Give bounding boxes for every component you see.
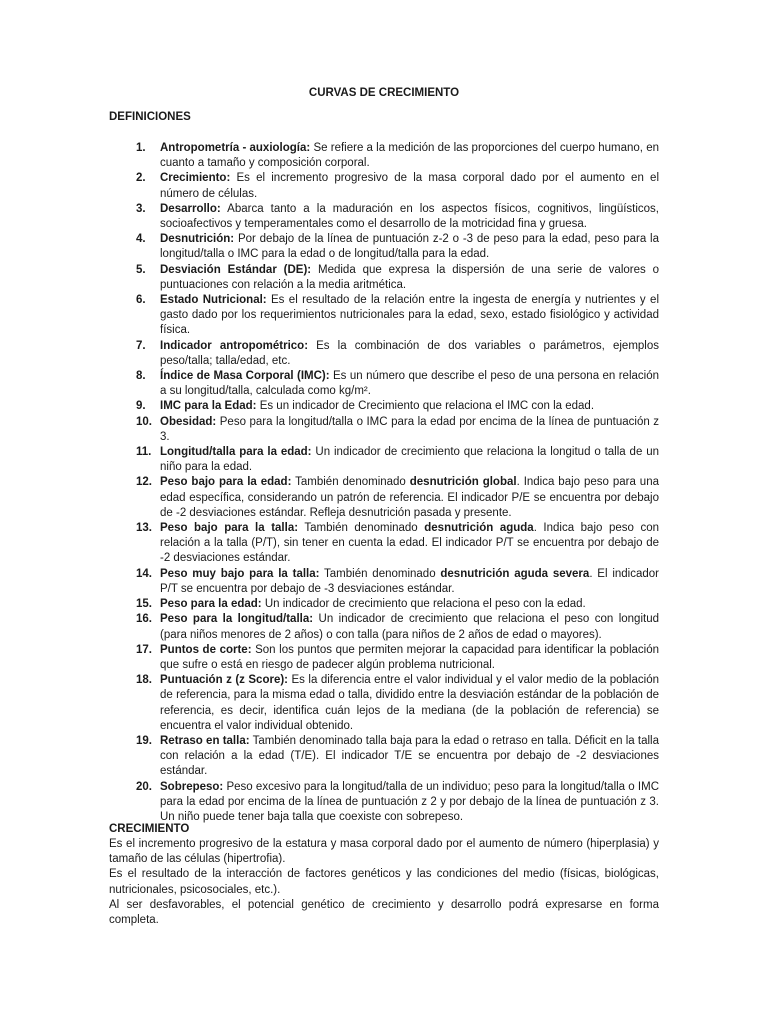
definition-text: Peso excesivo para la longitud/talla de un individuo; peso para la longitud/talla o IMC para la edad por encima de la línea de puntuación z 2 y por debajo de la línea de puntuación z 3. Un niño puede tener baja talla que coexiste con sobrepeso.	[160, 780, 659, 823]
definition-text: Por debajo de la línea de puntuación z-2 o -3 de peso para la edad, peso para la longitud/talla o IMC para la edad o de longitud/talla para la edad.	[160, 233, 659, 261]
definition-term: Indicador antropométrico:	[160, 339, 309, 352]
definition-text: Un indicador de crecimiento que relaciona el peso con longitud (para niños menores de 2 años) o con talla (para niños de 2 años de edad o mayores).	[160, 613, 659, 641]
definition-term: Estado Nutricional:	[160, 294, 267, 307]
item-number: 6.	[136, 294, 146, 307]
definition-item	[109, 232, 659, 262]
crecimiento-heading: CRECIMIENTO	[109, 823, 190, 835]
definition-term: Peso bajo para la talla:	[160, 522, 299, 535]
definition-text: Abarca tanto a la maduración en los aspectos físicos, cognitivos, lingüísticos, socioafectivos y temperamentales como el desarrollo de la motricidad fina y gruesa.	[160, 202, 659, 231]
definition-text: Es un indicador de Crecimiento que relaciona el IMC con la edad.	[256, 400, 595, 413]
definition-term: Desnutrición:	[160, 233, 235, 246]
definition-emphasis: desnutrición aguda severa	[440, 567, 590, 580]
definition-text: También denominado	[298, 522, 425, 535]
definition-term: Desviación Estándar (DE):	[160, 263, 312, 276]
definition-text: Es el resultado de la relación entre la ingesta de energía y nutrientes y el gasto dado por los requerimientos nutricionales para la edad, sexo, estado fisiológico y actividad física.	[160, 294, 659, 337]
definition-item	[109, 171, 659, 201]
definition-text: Se refiere a la medición de las proporciones del cuerpo humano, en cuanto a tamaño y composición corporal.	[160, 142, 659, 170]
definition-term: Antropometría - auxiología:	[160, 142, 311, 154]
definition-text: También denominado	[319, 567, 441, 580]
definition-term: Sobrepeso:	[160, 780, 224, 793]
definition-item	[109, 567, 659, 597]
definition-item	[109, 780, 659, 826]
definition-item	[109, 643, 659, 673]
definition-item	[109, 399, 659, 414]
item-number: 9.	[136, 400, 146, 413]
crecimiento-paragraph: Al ser desfavorables, el potencial genético de crecimiento y desarrollo podrá expresarse en forma completa.	[109, 898, 659, 927]
item-number: 19.	[136, 734, 152, 747]
item-number: 20.	[136, 780, 152, 793]
definition-emphasis: desnutrición global	[409, 476, 517, 489]
definition-item	[109, 445, 659, 475]
definition-text: Es la combinación de dos variables o parámetros, ejemplos peso/talla; talla/edad, etc.	[160, 339, 659, 367]
definition-item	[109, 202, 659, 232]
item-number: 17.	[136, 643, 152, 656]
definition-term: IMC para la Edad:	[160, 400, 257, 413]
item-number: 16.	[136, 613, 152, 626]
definition-item	[109, 521, 659, 567]
definition-item	[109, 293, 659, 339]
item-number: 8.	[136, 370, 146, 383]
crecimiento-paragraph: Es el resultado de la interacción de factores genéticos y las condiciones del medio (físicas, biológicas, nutricionales, psicosociales, etc.).	[109, 868, 659, 896]
definition-item	[109, 369, 659, 399]
item-number: 7.	[136, 339, 146, 352]
item-number: 12.	[136, 476, 152, 489]
definition-text: Peso para la longitud/talla o IMC para la edad por encima de la línea de puntuación z 3.	[160, 415, 659, 443]
item-number: 10.	[136, 415, 152, 428]
definition-text: Es el incremento progresivo de la masa corporal dado por el aumento en el número de células.	[160, 172, 659, 200]
definition-item	[109, 597, 659, 612]
definition-term: Índice de Masa Corporal (IMC):	[160, 370, 330, 383]
definitions-heading: DEFINICIONES	[109, 111, 191, 123]
definition-text: También denominado talla baja para la edad o retraso en talla. Déficit en la talla con relación a la edad (T/E). El indicador T/E se encuentra por debajo de -2 desviaciones estándar.	[160, 734, 659, 778]
definition-term: Peso para la edad:	[160, 598, 262, 611]
item-number: 13.	[136, 522, 152, 535]
definition-emphasis: desnutrición aguda	[424, 522, 534, 535]
definition-item	[109, 475, 659, 521]
definition-term: Puntuación z (z Score):	[160, 674, 289, 687]
item-number: 1.	[136, 142, 146, 154]
crecimiento-section	[109, 822, 659, 928]
item-number: 3.	[136, 202, 146, 215]
definition-item	[109, 415, 659, 445]
definition-item	[109, 673, 659, 734]
definition-term: Crecimiento:	[160, 172, 231, 185]
definition-term: Longitud/talla para la edad:	[160, 446, 312, 459]
definition-text: Es la diferencia entre el valor individual y el valor medio de la población de referencia, para la misma edad o talla, dividido entre la desviación estándar de la población de referencia, es decir, identifica cuán lejos de la mediana (de la población de referencia) se encuentra el valor individual obtenido.	[160, 674, 659, 732]
definition-text: . Indica bajo peso para una edad específica, considerando un patrón de referencia. El indicador P/E se encuentra por debajo de -2 desviaciones estándar. Refleja desnutrición pasada y presente.	[160, 476, 659, 519]
definition-text: Es un número que describe el peso de una persona en relación a su longitud/talla, calculada como kg/m².	[160, 370, 659, 398]
item-number: 5.	[136, 263, 146, 276]
item-number: 18.	[136, 674, 152, 687]
definition-text: Un indicador de crecimiento que relaciona el peso con la edad.	[261, 598, 586, 611]
definition-term: Obesidad:	[160, 415, 217, 428]
definition-term: Peso muy bajo para la talla:	[160, 567, 320, 580]
item-number: 15.	[136, 598, 152, 611]
crecimiento-paragraph: Es el incremento progresivo de la estatura y masa corporal dado por el aumento de número (hiperplasia) y tamaño de las células (hipertrofia).	[109, 838, 659, 866]
definition-text: Un indicador de crecimiento que relaciona la longitud o talla de un niño para la edad.	[160, 446, 659, 474]
document-title: CURVAS DE CRECIMIENTO	[308, 87, 460, 99]
definition-term: Retraso en talla:	[160, 734, 250, 747]
item-number: 4.	[136, 233, 146, 246]
definition-text: También denominado	[291, 476, 410, 489]
definition-text: Medida que expresa la dispersión de una serie de valores o puntuaciones con relación a la media aritmética.	[160, 263, 660, 291]
definition-text: . El indicador P/T se encuentra por debajo de -3 desviaciones estándar.	[160, 567, 659, 595]
item-number: 14.	[136, 567, 152, 580]
definition-item	[109, 612, 659, 642]
definition-item	[109, 141, 659, 171]
definition-text: Son los puntos que permiten mejorar la capacidad para identificar la población que sufre o está en riesgo de padecer algún problema nutricional.	[160, 643, 660, 671]
definition-term: Puntos de corte:	[160, 643, 252, 656]
definitions-list	[109, 141, 659, 825]
definition-item	[109, 734, 659, 780]
item-number: 2.	[136, 172, 146, 185]
definition-text: . Indica bajo peso con relación a la talla (P/T), sin tener en cuenta la edad. El indicador P/T se encuentra por debajo de -2 desviaciones estándar.	[160, 522, 659, 565]
definition-item	[109, 339, 659, 369]
item-number: 11.	[136, 446, 152, 459]
definition-term: Peso para la longitud/talla:	[160, 613, 314, 626]
definition-term: Peso bajo para la edad:	[160, 476, 292, 489]
definition-item	[109, 263, 659, 293]
definition-term: Desarrollo:	[160, 202, 221, 215]
